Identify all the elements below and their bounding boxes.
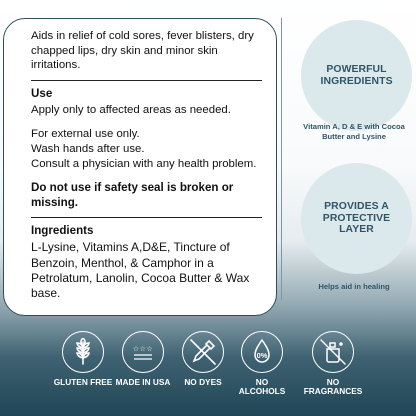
badge-subtitle: Vitamin A, D & E with Cocoa Butter and Lysine bbox=[303, 122, 405, 141]
powerful-ingredients-badge bbox=[301, 20, 412, 131]
wheat-icon bbox=[62, 331, 104, 373]
divider bbox=[31, 80, 262, 81]
intro-text: Aids in relief of cold sores, fever blisters, dry chapped lips, dry skin and minor skin irritations. bbox=[31, 30, 254, 72]
info-card bbox=[3, 18, 277, 316]
no-alcohols-label: NO ALCOHOLS bbox=[238, 377, 286, 397]
no-dye-dropper-icon bbox=[182, 331, 224, 373]
warning-text: Do not use if safety seal is broken or missing. bbox=[31, 181, 234, 209]
external-use-text: For external use only. bbox=[31, 128, 140, 141]
ingredients-heading: Ingredients bbox=[31, 224, 94, 238]
badge-title: POWERFUL INGREDIENTS bbox=[320, 63, 393, 87]
usa-stars-icon bbox=[122, 331, 164, 373]
wash-hands-text: Wash hands after use. bbox=[31, 142, 145, 155]
consult-text: Consult a physician with any health problem. bbox=[31, 157, 257, 170]
made-in-usa-label: MADE IN USA bbox=[115, 377, 171, 387]
use-heading: Use bbox=[31, 86, 53, 100]
svg-text:0%: 0% bbox=[256, 351, 268, 360]
badge-title: PROVIDES A PROTECTIVE LAYER bbox=[322, 200, 391, 236]
no-fragrance-icon bbox=[312, 331, 354, 373]
badge-subtitle: Helps aid in healing bbox=[318, 282, 390, 291]
protective-layer-badge bbox=[301, 163, 412, 274]
stars-glyph: ☆☆☆ bbox=[132, 346, 154, 353]
ingredients-text: L-Lysine, Vitamins A,D&E, Tincture of Benzoin, Menthol, & Camphor in a Petrolatum, Lanolin, Cocoa Butter & Wax base. bbox=[31, 240, 250, 300]
no-dyes-label: NO DYES bbox=[184, 377, 222, 387]
no-alcohol-icon bbox=[241, 331, 283, 373]
use-text: Apply only to affected areas as needed. bbox=[31, 103, 231, 116]
no-fragrances-label: NO FRAGRANCES bbox=[303, 377, 363, 397]
gluten-free-label: GLUTEN FREE bbox=[53, 377, 113, 387]
vertical-divider bbox=[281, 18, 282, 300]
divider bbox=[31, 217, 262, 218]
